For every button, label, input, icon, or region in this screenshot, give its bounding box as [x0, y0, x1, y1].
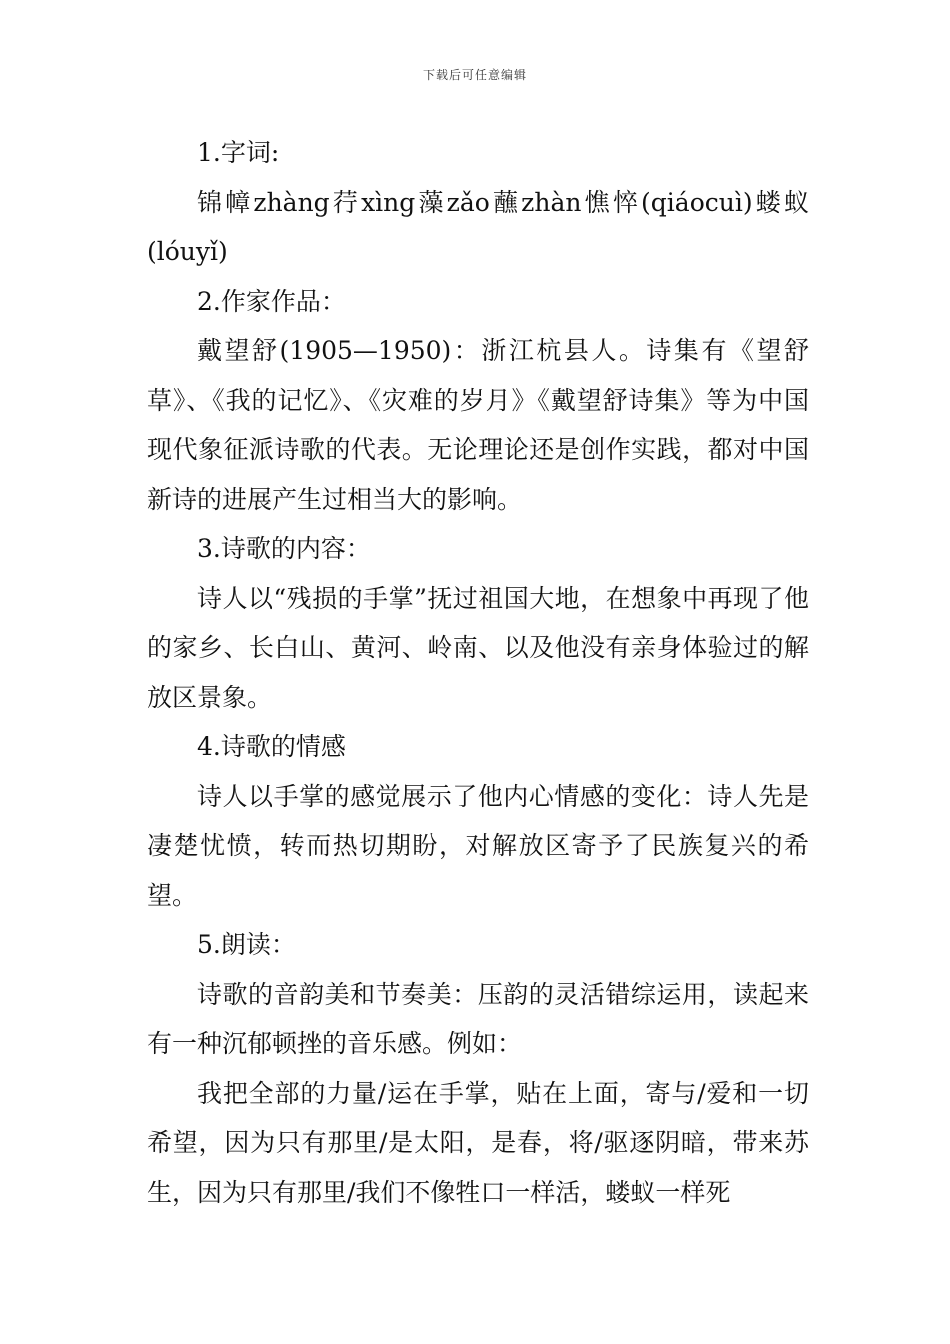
section-heading-vocabulary: 1.字词: — [197, 138, 280, 167]
section-heading-content: 3.诗歌的内容： — [197, 534, 371, 563]
paragraph-content: 诗人以“残损的手掌”抚过祖国大地，在想象中再现了他的家乡、长白山、黄河、岭南、以及他没有亲身体验过的解放区景象。 — [147, 583, 809, 712]
paragraph-reading: 诗歌的音韵美和节奏美：压韵的灵活错综运用，读起来有一种沉郁顿挫的音乐感。例如： — [147, 979, 809, 1058]
page-header: 下载后可任意编辑 — [422, 68, 527, 82]
section-heading-author: 2.作家作品： — [197, 286, 346, 316]
paragraph-emotion: 诗人以手掌的感觉展示了他内心情感的变化：诗人先是凄楚忧愤，转而热切期盼，对解放区寄予了民族复兴的希望。 — [147, 781, 809, 910]
paragraph-poem-excerpt: 我把全部的力量/运在手掌，贴在上面，寄与/爱和一切希望，因为只有那里/是太阳，是春，将/驱逐阴暗，带来苏生，因为只有那里/我们不像牲口一样活，蝼蚁一样死 — [147, 1078, 809, 1207]
paragraph-author: 戴望舒(1905—1950)：浙江杭县人。诗集有《望舒草》、《我的记忆》、《灾难的岁月》《戴望舒诗集》等为中国现代象征派诗歌的代表。无论理论还是创作实践，都对中国新诗的进展产生过相当大的影响。 — [147, 336, 809, 514]
paragraph-vocabulary: 锦幛zhàng荇xìng藻zǎo蘸zhàn憔悴(qiáocuì)蝼蚁(lóuyǐ) — [147, 187, 809, 266]
section-heading-reading: 5.朗读： — [197, 930, 296, 959]
document-body — [147, 128, 809, 1217]
section-heading-emotion: 4.诗歌的情感 — [197, 732, 346, 761]
